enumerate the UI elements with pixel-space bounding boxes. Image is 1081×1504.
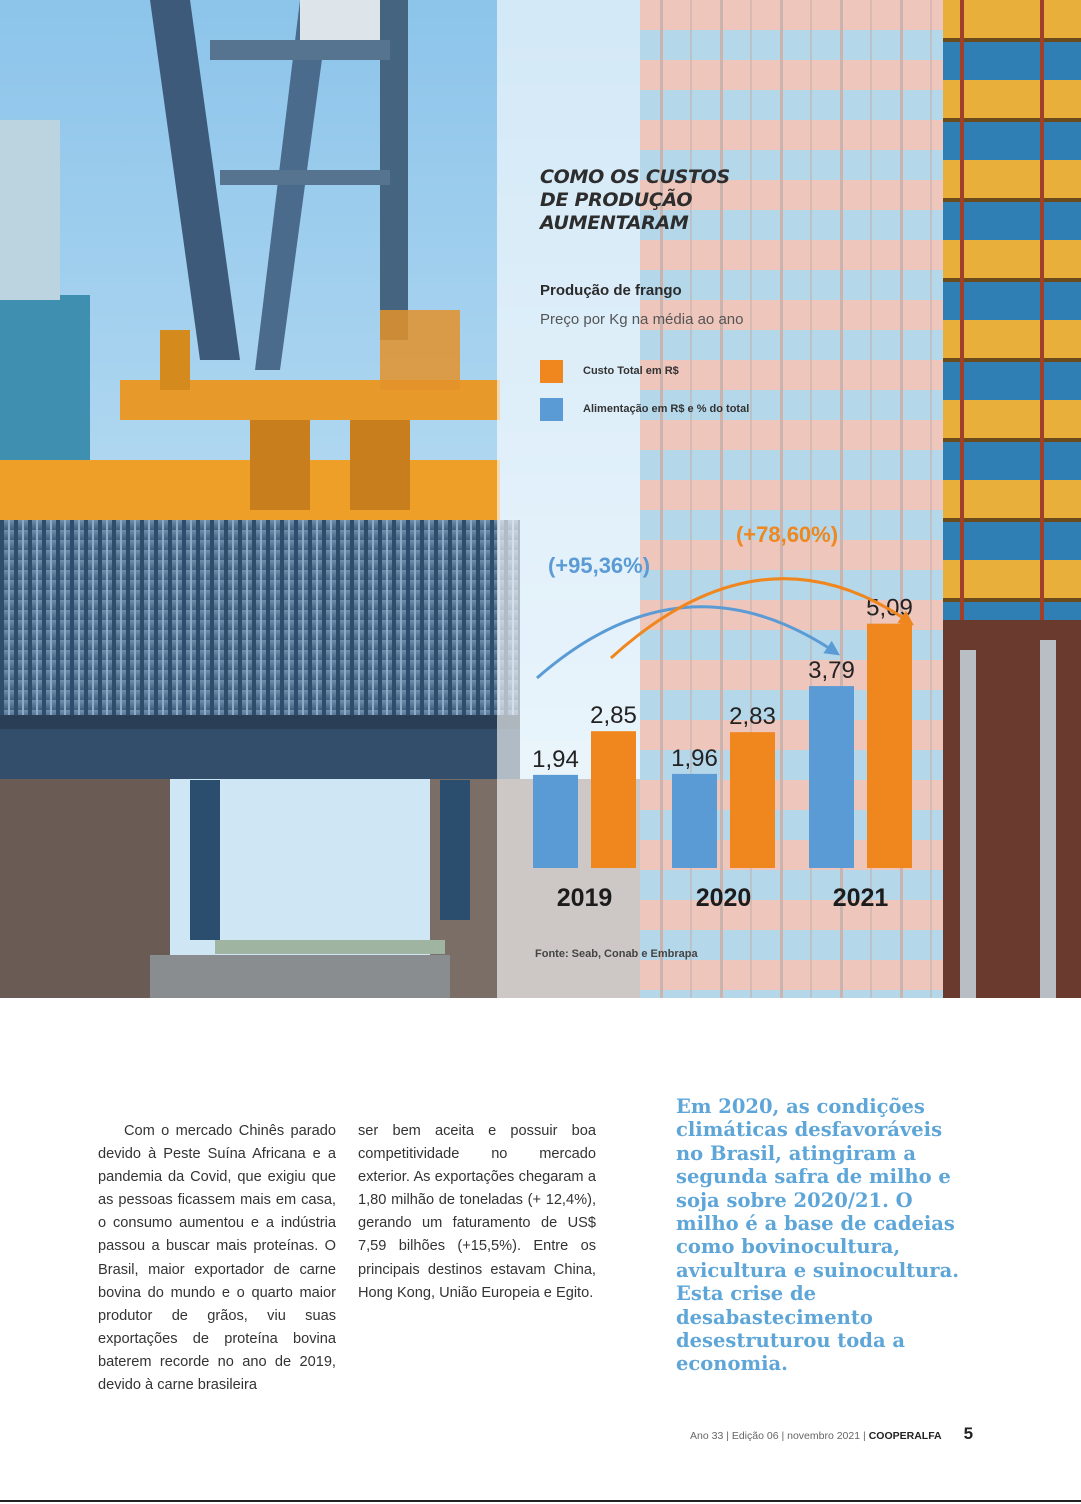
article-column-1: Com o mercado Chinês parado devido à Peste Suína Africana e a pandemia da Covid, que exigiu que as pessoas ficassem mais em casa, o consumo aumentou e a indústria passou a buscar mais proteínas. O Brasil, maior exportador de carne bovina do mundo e o quarto maior produtor de grãos, viu suas exportações de proteína bovina baterem recorde no ano de 2019, devido à carne brasileira [98,1123,336,1394]
bar-total-2019 [591,731,636,868]
data-label-feed-2021: 3,79 [808,657,855,685]
x-tick-label-2020: 2020 [695,884,752,912]
data-label-feed-2020: 1,96 [671,744,718,772]
page-number: 5 [963,1424,974,1443]
data-label-feed-2019: 1,94 [532,745,579,773]
footer-issue-info: Ano 33 | Edição 06 | novembro 2021 | [690,1430,866,1442]
chart-subtitle: Produção de frango [540,282,682,299]
chart-description: Preço por Kg na média ao ano [540,311,744,328]
growth-arrow-feed [537,607,835,678]
footer-brand: COOPERALFA [868,1430,942,1442]
annotation-total-growth: (+78,60%) [735,522,839,547]
chart-legend [540,358,749,434]
legend-label-feed: Alimentação em R$ e % do total [583,403,750,415]
bar-total-2020 [730,732,775,868]
bar-total-2021 [867,624,912,868]
legend-swatch-total [540,360,563,383]
legend-item-feed [540,396,749,422]
annotation-feed-growth: (+95,36%) [547,553,651,578]
article-column-2: ser bem aceita e possuir boa competitividade no mercado exterior. As exportações chegaram a 1,80 milhão de toneladas (+ 12,4%), gerando um faturamento de US$ 7,59 bilhões (+15,5%). Entre os principais destinos estavam China, Hong Kong, União Europeia e Egito. [358,1123,596,1301]
data-label-total-2019: 2,85 [590,702,637,730]
bar-chart [497,500,943,920]
bar-feed-2021 [809,686,854,868]
legend-swatch-feed [540,398,563,421]
bar-feed-2019 [533,775,578,868]
page-footer [690,1424,973,1444]
x-tick-label-2021: 2021 [832,884,889,912]
bar-feed-2020 [672,774,717,868]
data-label-total-2020: 2,83 [729,703,776,731]
legend-item-total [540,358,749,384]
pull-quote: Em 2020, as condições climáticas desfavoráveis no Brasil, atingiram a segunda safra de milho e soja sobre 2020/21. O milho é a base de cadeias como bovinocultura, avicultura e suinocultura. Esta crise de desabastecimento desestruturou toda a economia. [676,1095,959,1376]
growth-arrow-total [611,579,909,658]
legend-label-total: Custo Total em R$ [583,365,679,377]
data-label-total-2021: 5,09 [866,594,913,622]
chart-title: COMO OS CUSTOS DE PRODUÇÃO AUMENTARAM [540,166,730,234]
x-tick-label-2019: 2019 [556,884,613,912]
bottom-rule [0,1500,1081,1502]
chart-source: Fonte: Seab, Conab e Embrapa [535,948,698,960]
